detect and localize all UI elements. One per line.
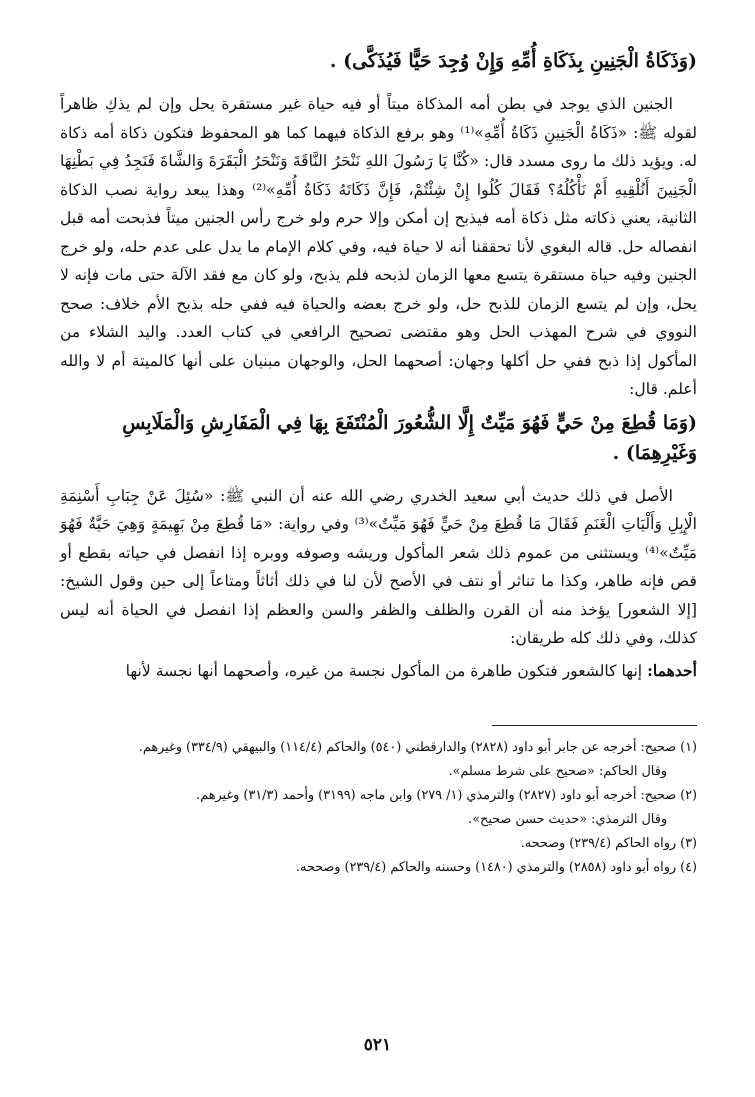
paragraph-qutia: الأصل في ذلك حديث أبي سعيد الخدري رضي الله عنه أن النبي ﷺ: «سُئِلَ عَنْ جِبَابِ أَسْنِمَةِ الْإِبِلِ وَأَلْيَاتِ الْغَنَمِ فَقَالَ مَا قُطِعَ مِنْ حَيٍّ فَهُوَ مَيِّتٌ»⁽³⁾ وفي رواية: «مَا قُطِعَ مِنْ بَهِيمَةٍ وَهِيَ حَيَّةٌ فَهُوَ مَيِّتٌ»⁽⁴⁾ ويستثنى من عموم ذلك شعر المأكول وريشه وصوفه ووبره إذا انفصل في حياته بقطع أو قص فإنه طاهر، وكذا ما تناثر أو نتف في الأصح لأن لنا في ذلك أثاثاً ومتاعاً إلى حين وقول الشيخ: [إلا الشعور] يؤخذ منه أن القرن والظلف والظفر والسن والعظم إذا انفصل في الحياة أنه ليس كذلك، وفي ذلك كله طريقان: bbox=[60, 486, 697, 647]
page-number: ٥٢١ bbox=[363, 1035, 392, 1055]
footnote-1-note: وقال الحاكم: «صحيح على شرط مسلم». bbox=[448, 764, 667, 779]
paragraph-lead-word: أحدهما: bbox=[647, 660, 697, 680]
paragraph-ahaduhuma bbox=[60, 657, 697, 686]
footnotes bbox=[60, 736, 697, 880]
page-content bbox=[60, 46, 697, 1067]
paragraph-lead-text: إنها كالشعور فتكون طاهرة من المأكول نجسة من غيره، وأصحهما أنها نجسة لأنها bbox=[125, 661, 648, 680]
footnote-4: (٤) رواه أبو داود (٢٨٥٨) والترمذي (١٤٨٠) وحسنه والحاكم (٢٣٩/٤) وصححه. bbox=[295, 860, 697, 875]
footnote-1: (١) صحيح: أخرجه عن جابر أبو داود (٢٨٢٨) والدارقطني (٥٤٠) والحاكم (١١٤/٤) والبيهقي (٣٣٤/٩) وغيرهم. bbox=[138, 740, 697, 755]
footnote-separator bbox=[492, 725, 697, 726]
footnote-2: (٢) صحيح: أخرجه أبو داود (٢٨٢٧) والترمذي (١/ ٢٧٩) وابن ماجه (٣١٩٩) وأحمد (٣١/٣) وغيرهم. bbox=[196, 788, 697, 803]
paragraph-janin: الجنين الذي يوجد في بطن أمه المذكاة ميتاً أو فيه حياة غير مستقرة يحل وإن لم يذكِ ظاهراً لقوله ﷺ: «ذَكَاةُ الْجَنِينِ ذَكَاةُ أُمِّهِ»⁽¹⁾ وهو برفع الذكاة فيهما كما هو المحفوظ فتكون ذكاة أمه ذكاة له. ويؤيد ذلك ما روى مسدد قال: «كُنَّا يَا رَسُولَ اللهِ نَنْحَرُ النَّاقَةَ وَنَنْحَرُ الْبَقَرَةَ وَالشَّاةَ فَنَجِدُ فِي بَطْنِهَا الْجَنِينَ أَنُلْقِيهِ أَمْ نَأْكُلُهُ؟ فَقَالَ كُلُوا إِنْ شِئْتُمْ، فَإِنَّ ذَكَاتَهُ ذَكَاةُ أُمِّهِ»⁽²⁾ وهذا يبعد رواية نصب الذكاة الثانية، يعني ذكاته مثل ذكاة أمه فيذبح إن أمكن وإلا حرم ولو خرج رأس الجنين ميتاً فذبحت أمه قبل انفصاله حل. قاله البغوي لأنا تحققنا أنه لا حياة فيه، وفي كلام الإمام ما يدل على عدم حله، ولو خرج الجنين وفيه حياة مستقرة يتسع معها الزمان لذبحه فلم يذبح، ولو كان مع فقد الآلة حتى مات فإنه لا يحل، وإن لم يتسع الزمان للذبح حل، ولو خرج بعضه والحياة فيه ففي حله بذبح الأم خلاف: صحح النووي في شرح المهذب الحل وهو مقتضى تصحيح الرافعي في كتاب العدد. واليد الشلاء من المأكول إذا ذبح ففي حل أكلها وجهان: أصحهما الحل، والوجهان مبنيان على أنها كالميتة أم لا والله أعلم. قال: bbox=[60, 95, 697, 398]
section-heading-qutia: (وَمَا قُطِعَ مِنْ حَيٍّ فَهُوَ مَيِّتٌ إِلَّا الشُّعُورَ الْمُنْتَفَعَ بِهَا فِي الْمَفَارِشِ وَالْمَلَابِسِ وَغَيْرِهِمَا) . bbox=[122, 411, 697, 464]
footnote-3: (٣) رواه الحاكم (٢٣٩/٤) وصححه. bbox=[520, 836, 697, 851]
footnote-2-note: وقال الترمذي: «حديث حسن صحيح». bbox=[468, 812, 667, 827]
section-heading-janin: (وَذَكَاةُ الْجَنِينِ بِذَكَاةِ أُمِّهِ وَإِنْ وُجِدَ حَيًّا فَيُذَكَّى) . bbox=[329, 50, 697, 72]
